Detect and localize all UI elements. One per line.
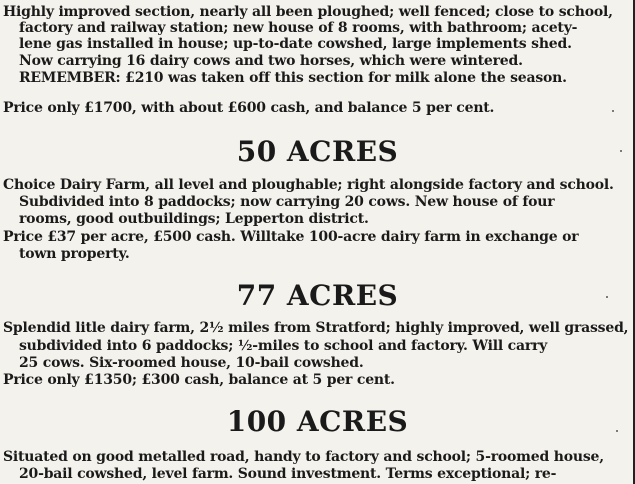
- listing-1-line-5: REMEMBER: £210 was taken off this section for milk alone the season.: [19, 70, 567, 86]
- listing-2-heading: 50 ACRES: [236, 135, 399, 168]
- listing-1-line-4: Now carrying 16 dairy cows and two horses, which were wintered.: [19, 53, 523, 69]
- listing-3-line-4: Price only £1350; £300 cash, balance at 5 per cent.: [3, 372, 395, 388]
- listing-3-line-1: Splendid litle dairy farm, 2½ miles from Stratford; highly improved, well grassed,: [3, 320, 629, 336]
- listing-2-line-3: rooms, good outbuildings; Lepperton district.: [19, 211, 369, 227]
- listing-1-line-1: Highly improved section, nearly all been ploughed; well fenced; close to school,: [3, 4, 613, 20]
- listing-1-line-2: factory and railway station; new house of 8 rooms, with bathroom; acety-: [19, 20, 578, 36]
- listing-3-line-3: 25 cows. Six-roomed house, 10-bail cowshed.: [19, 355, 364, 371]
- listing-2-line-1: Choice Dairy Farm, all level and ploughable; right alongside factory and school.: [3, 177, 614, 193]
- listing-3-line-2: subdivided into 6 paddocks; ½-miles to school and factory. Will carry: [19, 338, 548, 354]
- print-speck: [616, 430, 618, 432]
- listing-2-line-4: Price £37 per acre, £500 cash. Willtake 100-acre dairy farm in exchange or: [3, 229, 579, 245]
- print-speck: [612, 110, 614, 112]
- listing-4-line-2: 20-bail cowshed, level farm. Sound investment. Terms exceptional; re-: [19, 466, 557, 482]
- listing-2-line-5: town property.: [19, 246, 130, 262]
- listing-2-line-2: Subdivided into 8 paddocks; now carrying 20 cows. New house of four: [19, 194, 555, 210]
- listing-3-heading: 77 ACRES: [236, 279, 399, 312]
- listing-1-line-3: lene gas installed in house; up-to-date cowshed, large implements shed.: [19, 36, 572, 52]
- listing-4-line-1: Situated on good metalled road, handy to factory and school; 5-roomed house,: [3, 449, 604, 465]
- listing-4-heading: 100 ACRES: [226, 405, 409, 438]
- print-speck: [606, 296, 608, 298]
- listing-1-price: Price only £1700, with about £600 cash, and balance 5 per cent.: [3, 100, 495, 116]
- print-speck: [620, 150, 622, 152]
